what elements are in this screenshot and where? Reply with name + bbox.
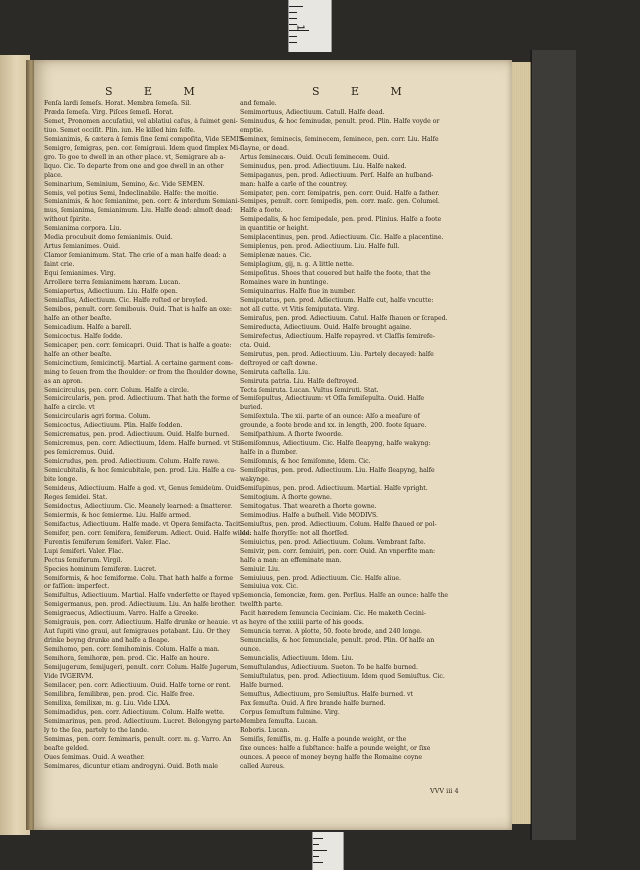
dictionary-entry-line: Semis, vel potius Semi, Indeclinabile. Halfe: the moitie. (44, 189, 219, 197)
dictionary-entry-line: Semiſopitus, pen. prod. Adiectiuum. Liu. Halfe ſleapyng, halfe (240, 467, 435, 475)
dictionary-entry-line: gro. To goe to dwell in an other place. vt, Semigrare ab a- (44, 153, 226, 161)
dictionary-entry-line: Reges ſemidei. Stat. (44, 493, 108, 501)
dictionary-entry-line: Romaines ware in huntinge. (240, 279, 329, 287)
dictionary-entry-line: Semipater, pen. corr. ſemipatris, pen. corr. Ouid. Halfe a father. (240, 189, 440, 197)
dictionary-entry-line: Facit hæredem ſemuncia Ceciniam. Cic. He maketh Cecini- (240, 610, 426, 618)
dictionary-entry-line: Semimortuus, Adiectiuum. Catull. Halfe dead. (240, 108, 385, 116)
dictionary-entry-line: Semicubitalis, & hoc ſemicubitale, pen. prod. Liu. Halfe a cu- (44, 467, 237, 475)
ruler-tick (289, 18, 297, 19)
dictionary-entry-line: Semipes, penult. corr. ſemipedis, pen. corr. maſc. gen. Columel. (240, 198, 440, 206)
dictionary-entry-line: Semitogatus. That weareth a ſhorte gowne. (240, 502, 377, 510)
dictionary-entry-line: without ſpirite. (44, 216, 92, 224)
dictionary-entry-line: Semiuſtus, pen. prod. Adiectiuum. Colum. Halfe ſhaued or pol- (240, 520, 437, 528)
dictionary-entry-line: Semiputatus, pen. prod. Adiectiuum. Halfe cut, halfe vncutte: (240, 296, 434, 304)
dictionary-entry-line: Semiſis, ſemiſſis, m. g. Halfe a pounde weight, or the (240, 735, 407, 743)
dictionary-entry-line: Semidoctus, Adiectiuum. Cic. Meanely learned: a ſmatterer. (44, 502, 233, 510)
ruler-tick (313, 850, 327, 851)
dictionary-entry-line: Semet, Pronomen accuſatiui, vel ablatiui caſus, à ſuimet geni- (44, 117, 238, 125)
measuring-ruler-bottom (312, 832, 344, 870)
dictionary-entry-line: Semilacer, pen. corr. Adiectiuum. Ouid. Halfe torne or rent. (44, 681, 231, 689)
dictionary-entry-line: Semianimis, & cætera à ſemis ſine ſemi compoſita, Vide SEMIS. (44, 135, 245, 143)
dictionary-entry-line: Seminudus, & hoc ſeminudæ, penult. prod. Plin. Halfe voyde or (240, 117, 440, 125)
dictionary-entry-line: Furentis ſemiferum ſemiferi. Valer. Flac. (44, 538, 171, 546)
dictionary-entry-line: Semigrauis, pen. corr. Adiectiuum. Halfe drunke or heauie. vt (44, 619, 238, 627)
dictionary-entry-line: not all cutte. vt Vitis ſemiputata. Virg. (240, 305, 359, 313)
ruler-tick (289, 36, 297, 37)
running-head-left: S E M (105, 85, 209, 98)
dictionary-entry-line: Semilixa, ſemilixæ, m. g. Liu. Vide LIXA. (44, 699, 171, 707)
dictionary-entry-line: Semianima corpora. Liu. (44, 225, 122, 233)
measuring-ruler-top (288, 0, 332, 52)
dictionary-entry-line: Semicaper, pen. corr. ſemicapri. Ouid. That is halfe a goate: (44, 341, 232, 349)
dictionary-entry-line: twelfth parte. (240, 601, 283, 609)
dictionary-entry-line: Semiſomnus, Adiectiuum. Cic. Halfe ſleapyng, halfe wakyng: (240, 440, 431, 448)
dictionary-entry-line: Semuncia terræ. A plotte, 50. foote brode, and 240 longe. (240, 628, 422, 636)
dictionary-entry-line: Vide IVGERVM. (44, 673, 94, 680)
dictionary-entry-line: Equi ſemianimes. Virg. (44, 270, 116, 278)
dictionary-entry-line: place. (44, 171, 63, 179)
dictionary-entry-line: Semiaſſus, Adiectiuum. Cic. Halfe roſted or broyled. (44, 296, 208, 304)
dictionary-entry-line: and female. (240, 100, 277, 107)
dictionary-entry-line: ſlayne, or dead. (240, 144, 289, 152)
dictionary-entry-line: Semigro, ſemigras, pen. cor. ſemigraui. Idem quod ſimplex Mi- (44, 144, 241, 152)
dictionary-entry-line: Semuncialis, Adiectiuum. Idem. Liu. (240, 655, 354, 663)
dictionary-entry-line: Semiformis, & hoc ſemiforme. Colu. That hath halfe a forme (44, 574, 233, 582)
dictionary-entry-line: as heyre of the xxiiii parte of his goods. (240, 619, 364, 627)
dictionary-entry-line: Arrollere terra ſemianimem hæram. Lucan. (44, 279, 181, 287)
dictionary-entry-line: Semibos, penult. corr. ſemibouis. Ouid. That is halfe an oxe: (44, 305, 232, 313)
dictionary-entry-line: buried. (240, 404, 263, 412)
dictionary-entry-line: Semicircularis agri forma. Colum. (44, 413, 151, 421)
dictionary-entry-line: Semipedalis, & hoc ſemipedale, pen. prod. Plinius. Halfe a foote (240, 216, 442, 224)
dictionary-entry-line: wakynge. (240, 476, 270, 484)
dictionary-entry-line: cta. Ouid. (240, 341, 271, 349)
ruler-tick (313, 844, 319, 845)
ruler-tick (289, 12, 297, 13)
dictionary-entry-line: Semuſtulandus, Adiectiuum. Sueton. To be halfe burned. (240, 664, 418, 672)
dictionary-entry-line: Semiſpathium. A ſhorte ſwoorde. (240, 431, 344, 439)
dictionary-entry-line: Artus ſeminecæs. Ouid. Oculi ſeminecem. Ouid. (240, 153, 390, 161)
dictionary-entry-line: emptie. (240, 126, 264, 134)
dictionary-entry-line: led: halfe ſhoryſſe: not all ſhorſſed. (240, 529, 349, 537)
dictionary-entry-line: ly to the ſea, partely to the lande. (44, 726, 150, 734)
dictionary-entry-line: Corpus ſemuſtum fulmine. Virg. (240, 708, 340, 716)
dictionary-entry-line: Semiquinarius. Halfe fiue in number. (240, 288, 356, 296)
dictionary-entry-line: drinke beyng drunke and halfe a ſleape. (44, 637, 170, 645)
dictionary-entry-line: Semicinctium, ſemicinctij. Martial. A certaine garment com- (44, 359, 233, 367)
dictionary-entry-line: Clamor ſemianimum. Stat. The crie of a man halfe dead: a (44, 252, 227, 260)
dictionary-entry-line: Semiſupinus, pen. prod. Adiectiuum. Martial. Halfe vpright. (240, 484, 428, 492)
dictionary-entry-line: halfe in a ſlumber. (240, 449, 298, 457)
dictionary-entry-line: Semipaganus, pen. prod. Adiectiuum. Perſ. Halfe an huſband- (240, 171, 434, 179)
dictionary-entry-line: Pectus ſemiferum. Virgil. (44, 556, 123, 564)
dictionary-entry-line: Semigermanus, pen. prod. Adiectiuum. Liu. An halfe brother. (44, 601, 236, 609)
dictionary-entry-line: as an apron. (44, 377, 83, 385)
dictionary-entry-line: Halfe burned. (240, 681, 284, 689)
dictionary-entry-line: pes ſemicremus. Ouid. (44, 449, 115, 457)
dictionary-entry-line: Semiruta patria. Liu. Halfe deſtroyed. (240, 377, 359, 385)
dictionary-entry-line: Semicirculus, pen. corr. Colum. Halfe a circle. (44, 386, 189, 394)
dictionary-entry-line: Semianimis, & hoc ſemianime, pen. corr. & interdum Semiani- (44, 198, 240, 206)
dictionary-entry-line: Semoncia, ſemonciæ, fœm. gen. Perſius. Halfe an ounce: halfe the (240, 592, 449, 600)
signature-mark: VVV iii 4 (430, 787, 459, 795)
dictionary-entry-line: Præda ſemeſa. Virg. Piſces ſemeſi. Horat. (44, 108, 174, 116)
right-column (240, 100, 460, 771)
dictionary-entry-line: Lupi ſemiferi. Valer. Flac. (44, 547, 124, 555)
dictionary-entry-line: liquo. Cic. To departe from one and goe dwell in an other (44, 162, 224, 170)
dictionary-entry-line: Semicrudus, pen. prod. Adiectiuum. Colum. Halfe rawe. (44, 458, 220, 466)
dictionary-entry-line: Semijugerum, ſemijugeri, penult. corr. Colum. Halfe Jugerum, (44, 664, 239, 672)
dictionary-entry-line: Semipoſitus. Shoes that couered but halfe the foote, that the (240, 270, 431, 278)
dictionary-entry-line: Semiſepultus, Adiectiuum: vt Oſſa ſemiſepulta. Ouid. Halfe (240, 395, 425, 403)
dictionary-entry-line: Semirefectus, Adiectiuum. Halfe repayred. vt Claſſis ſemirefe- (240, 332, 435, 340)
dictionary-entry-line: ounce. (240, 646, 261, 654)
book-cover (530, 50, 576, 840)
dictionary-entry-line: Semimadidus, pen. corr. Adiectiuum. Colum. Halfe wette. (44, 708, 225, 716)
dictionary-entry-line: Semiuictus, pen. prod. Adiectiuum. Colum. Vembrant ſaſte. (240, 538, 426, 546)
dictionary-entry-line: halfe an other beaſte. (44, 350, 112, 358)
dictionary-entry-line: Semimares, dicuntur etiam androgyni. Ouid. Both male (44, 762, 218, 770)
dictionary-entry-line: called Aureus. (240, 762, 285, 770)
dictionary-entry-line: Semifer, pen. corr. ſemifera, ſemiferum. Adiect. Ouid. Halfe wilde. (44, 529, 252, 537)
dictionary-entry-line: Semitogium. A ſhorte gowne. (240, 493, 332, 501)
dictionary-entry-line: Semiuſtulatus, pen. prod. Adiectiuum. Idem quod Semiuſtus. Cic. (240, 673, 445, 680)
ruler-number: 1 (294, 24, 306, 31)
dictionary-entry-line: halfe a man: an effeminate man. (240, 556, 342, 564)
dictionary-entry-line: Semiruta caſtella. Liu. (240, 368, 311, 376)
ruler-tick (313, 856, 319, 857)
dictionary-entry-line: Semicoctus, Adiectiuum. Plin. Halfe ſodden. (44, 422, 183, 430)
dictionary-entry-line: tiuo. Semet occiſit. Plin. iun. He killed him ſelfe. (44, 126, 196, 134)
dictionary-entry-line: Semiraſus, pen. prod. Adiectiuum. Catul. Halfe ſhauen or ſcraped. (240, 314, 448, 322)
dictionary-entry-line: Semifultus, Adiectiuum. Martial. Halfe vnderſette or ſtayed vp. (44, 592, 242, 600)
ruler-tick (313, 838, 323, 839)
dictionary-entry-line: or faſſion: imperfect. (44, 583, 110, 591)
dictionary-entry-line: man: halfe a carle of the countrey. (240, 180, 348, 188)
dictionary-entry-line: Semiſextula. The xii. parte of an ounce: Alſo a meaſure of (240, 413, 420, 421)
dictionary-entry-line: Semicrematus, pen. prod. Adiectiuum. Ouid. Halfe burned. (44, 431, 230, 439)
dictionary-entry-line: Seminarium, Seminium, Semino, &c. Vide SEMEN. (44, 180, 205, 188)
dictionary-entry-line: Aut ſupiti vino graui, aut ſemigraues potabant. Liu. Or they (44, 628, 231, 636)
dictionary-entry-line: Semimarinus, pen. prod. Adiectiuum. Lucret. Belongyng parte- (44, 717, 242, 725)
left-column (44, 100, 264, 771)
dictionary-entry-line: Semimodius. Halfe a buſhell. Vide MODIVS. (240, 511, 378, 519)
dictionary-entry-line: halfe a circle. vt (44, 404, 95, 412)
dictionary-entry-line: ming to ſeuen from the ſhoulder: or from the ſhoulder downe, (44, 368, 238, 376)
dictionary-entry-line: Oues ſemimas. Ouid. A weather. (44, 753, 145, 761)
ruler-tick (289, 6, 303, 7)
dictionary-entry-line: Tecta ſemiruta. Lucan. Vultus ſemiruti. Stat. (240, 386, 379, 394)
ruler-tick (289, 42, 297, 43)
dictionary-entry-line: Semiermis, & hoc ſemierme. Liu. Halfe armed. (44, 511, 191, 519)
dictionary-entry-line: Seminex, ſeminecis, ſeminecem, ſeminece, pen. corr. Liu. Halfe (240, 135, 439, 143)
dictionary-entry-line: Semigraecus, Adiectiuum. Varro. Halfe a Greeke. (44, 610, 199, 618)
dictionary-entry-line: Semihora, ſemihoræ, pen. prod. Cic. Halfe an houre. (44, 655, 210, 663)
dictionary-entry-line: Semiplenus, pen. prod. Adiectiuum. Liu. Halfe full. (240, 243, 400, 251)
dictionary-entry-line: mus, ſemianima, ſemianimum. Liu. Halfe dead: almoſt dead: (44, 207, 233, 215)
dictionary-entry-line: in quantitie or height. (240, 225, 309, 233)
dictionary-entry-line: Semimas, pen. corr. ſemimaris, penult. corr. m. g. Varro. An (44, 735, 232, 743)
dictionary-entry-line: Semuncialis, & hoc ſemunciale, penult. prod. Plin. Of halfe an (240, 637, 435, 645)
dictionary-entry-line: Artus ſemianimes. Ouid. (44, 243, 121, 251)
dictionary-entry-line: Semicremus, pen. corr. Adiectiuum, Idem. Halfe burned. vt Sti- (44, 440, 243, 448)
ruler-tick (313, 862, 323, 863)
dictionary-entry-line: faint crie. (44, 261, 75, 269)
dictionary-entry-line: Membra ſemuſta. Lucan. (240, 717, 318, 725)
dictionary-entry-line: Semirutus, pen. prod. Adiectiuum. Liu. Partely decayed: halfe (240, 350, 434, 358)
dictionary-entry-line: Semicoctus. Halfe ſodde. (44, 332, 123, 340)
dictionary-entry-line: Semiplagium, gij, n. g. A little nette. (240, 261, 354, 269)
dictionary-entry-line: Semideus, Adiectiuum. Halfe a god. vt, Genus ſemideûm. Ouid. (44, 484, 243, 492)
dictionary-entry-line: Semiuiuus, pen. prod. Adiectiuum. Cic. Halfe aliue. (240, 574, 401, 582)
dictionary-entry-line: bite longe. (44, 476, 78, 484)
dictionary-entry-line: halfe an other beaſte. (44, 314, 112, 322)
dictionary-entry-line: Semiplacentinus, pen. prod. Adiectiuum. Cic. Halfe a placentine. (240, 234, 444, 242)
dictionary-entry-line: Semiuiua vox. Cic. (240, 583, 299, 591)
dictionary-entry-line: Semiapertus, Adiectiuum. Liu. Halfe open. (44, 288, 178, 296)
dictionary-entry-line: Seminudus, pen. prod. Adiectiuum. Liu. Halfe naked. (240, 162, 407, 170)
dictionary-entry-line: Semivir, pen. corr. ſemiuiri, pen. corr. Ouid. An vnperfite man: (240, 547, 436, 555)
dictionary-entry-line: Semiſomnis, & hoc ſemiſomne, Idem. Cic. (240, 458, 371, 466)
dictionary-entry-line: Fax ſemuſta. Ouid. A fire brande halfe burned. (240, 699, 386, 707)
dictionary-entry-line: beaſte gelded. (44, 744, 89, 752)
dictionary-entry-line: deſtroyed or caſt downe. (240, 359, 318, 367)
dictionary-entry-line: Semiuir. Liu. (240, 565, 280, 573)
dictionary-entry-line: Semicadium. Halfe a barell. (44, 323, 132, 331)
page-stack-edge (512, 62, 531, 824)
dictionary-entry-line: Semireducta, Adiectiuum. Ouid. Halfe brought againe. (240, 323, 412, 331)
dictionary-entry-line: Semilibra, ſemilibræ, pen. prod. Cic. Halfe free. (44, 690, 195, 698)
dictionary-entry-line: Fenſa lardi ſemeſs. Horat. Membra ſemeſa. Sil. (44, 100, 192, 107)
dictionary-entry-line: Semifactus, Adiectiuum. Halfe made. vt Opera ſemifacta. Tacit. (44, 520, 243, 528)
dictionary-entry-line: Semicircularis, pen. prod. Adiectiuum. That hath the forme of (44, 395, 239, 403)
dictionary-entry-line: Roboris. Lucan. (240, 726, 290, 734)
dictionary-entry-line: Semuſtus, Adiectiuum, pro Semiuſtus. Halfe burned. vt (240, 690, 414, 698)
dictionary-entry-line: Halfe a foote. (240, 207, 283, 215)
dictionary-entry-line: Species hominum ſemiferæ. Lucret. (44, 565, 157, 573)
dictionary-entry-line: ſixe ounces: halfe a ſubſtance: halfe a pounde weight, or ſixe (240, 744, 431, 752)
dictionary-entry-line: ounces. A peece of money beyng halfe the Romaine coyne (240, 753, 422, 761)
dictionary-entry-line: grounde, a foote brode and xx. in length, 200. foote ſquare. (240, 422, 427, 430)
dictionary-entry-line: Semihomo, pen. corr. ſemihominis. Colum. Halfe a man. (44, 646, 220, 654)
dictionary-entry-line: Media procubuit domo ſemianimis. Ouid. (44, 234, 173, 242)
dictionary-entry-line: Semiplenæ naues. Cic. (240, 252, 312, 260)
running-head-right: S E M (312, 85, 416, 98)
